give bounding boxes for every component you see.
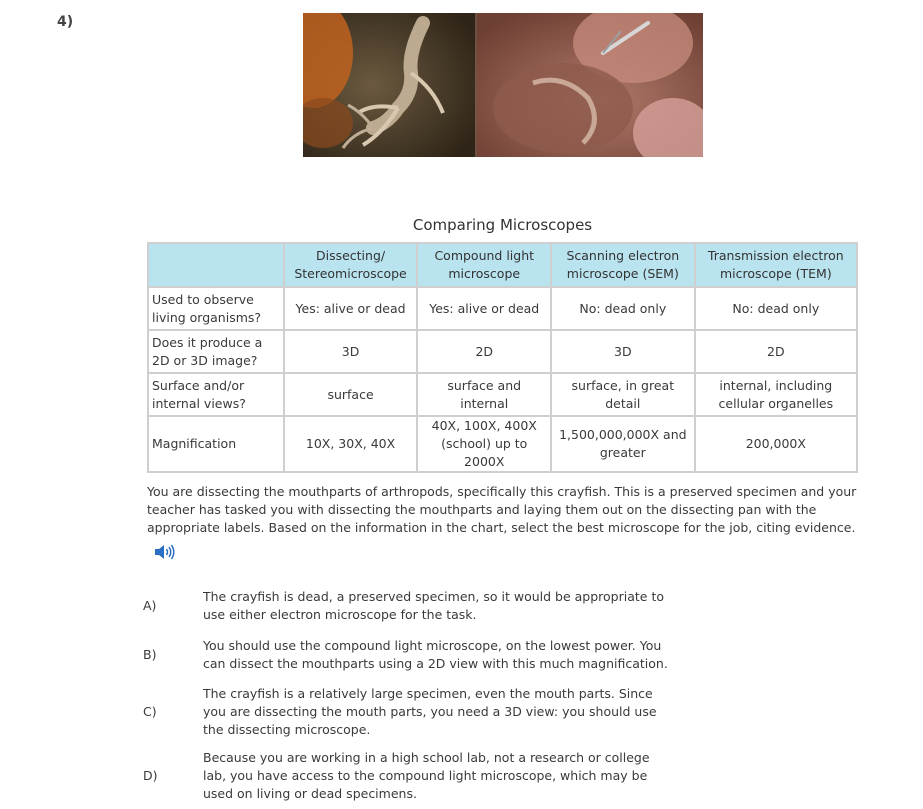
table-row <box>148 373 857 416</box>
table-cell: 2D <box>417 330 551 373</box>
table-cell: internal, including cellular organelles <box>695 373 857 416</box>
question-prompt: You are dissecting the mouthparts of arthropods, specifically this crayfish. This is a preserved specimen and your teacher has tasked you with dissecting the mouthparts and laying them out on the dissecting pan with the appropriate labels. Based on the information in the chart, select the best microscope for the job, citing evidence. <box>147 484 857 535</box>
table-cell: No: dead only <box>551 287 695 330</box>
crayfish-photo <box>303 13 703 157</box>
table-cell: 2D <box>695 330 857 373</box>
table-cell: 1,500,000,000X and greater <box>551 416 695 472</box>
header-cell-sem: Scanning electron microscope (SEM) <box>551 243 695 287</box>
choice-b[interactable] <box>143 637 673 677</box>
comparison-table <box>147 242 858 473</box>
choice-letter: A) <box>143 598 157 613</box>
choice-d[interactable] <box>143 749 673 807</box>
table-cell: surface and internal <box>417 373 551 416</box>
table-cell: No: dead only <box>695 287 857 330</box>
header-cell-tem: Transmission electron microscope (TEM) <box>695 243 857 287</box>
row-header: Surface and/or internal views? <box>148 373 284 416</box>
header-cell-compound: Compound light microscope <box>417 243 551 287</box>
choice-text: Because you are working in a high school lab, not a research or college lab, you have access to the compound light microscope, which may be used on living or dead specimens. <box>203 750 650 801</box>
header-cell-empty <box>148 243 284 287</box>
choice-c[interactable] <box>143 685 673 743</box>
row-header: Used to observe living organisms? <box>148 287 284 330</box>
row-header: Magnification <box>148 416 284 472</box>
table-row <box>148 330 857 373</box>
choice-text: The crayfish is a relatively large specimen, even the mouth parts. Since you are dissecting the mouth parts, you need a 3D view: you should use the dissecting microscope. <box>203 686 657 737</box>
table-cell: 200,000X <box>695 416 857 472</box>
choice-a[interactable] <box>143 588 673 628</box>
question-number: 4) <box>57 14 74 30</box>
speaker-icon[interactable] <box>153 543 175 561</box>
choice-text: The crayfish is dead, a preserved specimen, so it would be appropriate to use either electron microscope for the task. <box>203 589 664 622</box>
table-cell: surface, in great detail <box>551 373 695 416</box>
row-header: Does it produce a 2D or 3D image? <box>148 330 284 373</box>
choice-letter: D) <box>143 768 158 783</box>
choice-letter: C) <box>143 704 157 719</box>
table-cell: Yes: alive or dead <box>284 287 418 330</box>
table-cell: Yes: alive or dead <box>417 287 551 330</box>
table-cell: 40X, 100X, 400X (school) up to 2000X <box>417 416 551 472</box>
table-title: Comparing Microscopes <box>412 216 593 234</box>
crayfish-image <box>303 13 703 157</box>
table-cell: surface <box>284 373 418 416</box>
table-row <box>148 416 857 472</box>
table-cell: 3D <box>284 330 418 373</box>
table-cell: 3D <box>551 330 695 373</box>
table-cell: 10X, 30X, 40X <box>284 416 418 472</box>
table-header-row <box>148 243 857 287</box>
header-cell-dissecting: Dissecting/ Stereomicroscope <box>284 243 418 287</box>
choice-text: You should use the compound light microscope, on the lowest power. You can dissect the mouthparts using a 2D view with this much magnification. <box>203 638 668 671</box>
choice-letter: B) <box>143 647 157 662</box>
table-row <box>148 287 857 330</box>
